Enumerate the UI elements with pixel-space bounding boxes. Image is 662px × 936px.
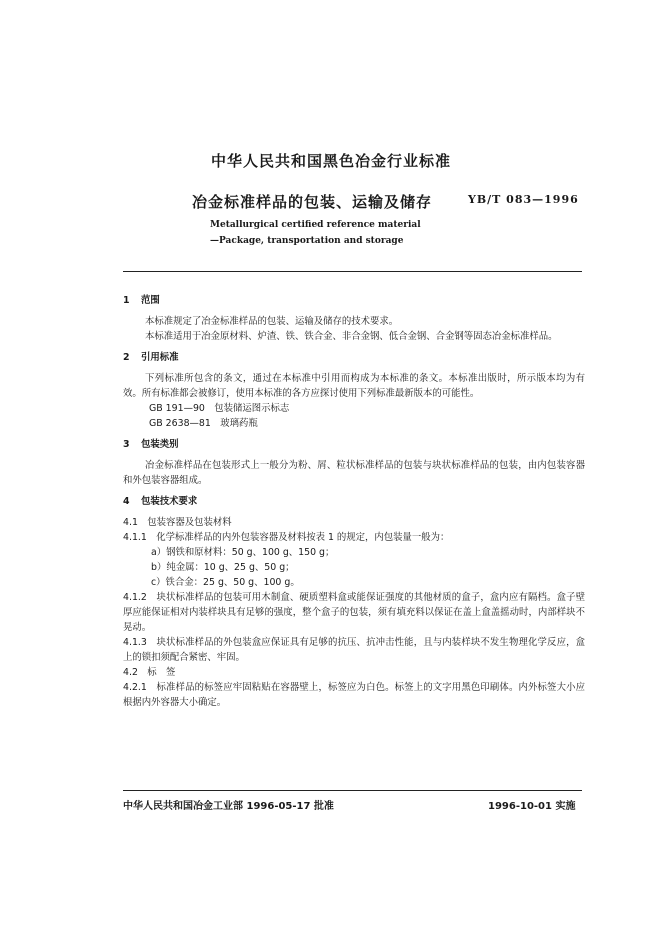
effective-date: 1996-10-01 实施	[488, 801, 576, 812]
clause-4-1-1-b: b）纯金属：10 g、25 g、50 g；	[151, 562, 295, 573]
clause-4-1-1-a: a）钢铁和原材料：50 g、100 g、150 g；	[151, 547, 335, 558]
section-number: 4	[123, 496, 130, 507]
section-title: 范围	[141, 295, 160, 306]
document-title-chinese: 冶金标准样品的包装、运输及储存	[192, 193, 433, 211]
reference-gb191: GB 191—90 包装储运图示标志	[149, 403, 290, 414]
section-number: 1	[123, 295, 130, 306]
section-1-paragraph-1: 本标准规定了冶金标准样品的包装、运输及储存的技术要求。	[145, 316, 399, 327]
document-title-english-line1: Metallurgical certified reference material	[210, 220, 421, 230]
header-divider	[123, 271, 582, 272]
section-3-paragraph-1: 冶金标准样品在包装形式上一般分为粉、屑、粒状标准样品的包装与块状标准样品的包装，由内包装容器和外包装容器组成。	[123, 460, 585, 486]
clause-4-2-1: 4.2.1 标准样品的标签应牢固粘贴在容器壁上，标签应为白色。标签上的文字用黑色印刷体。内外标签大小应根据内外容器大小确定。	[123, 682, 585, 708]
standard-number: YB/T 083—1996	[468, 193, 579, 206]
section-title: 引用标准	[141, 352, 179, 363]
section-2-heading	[123, 350, 585, 365]
document-title-english-line2: —Package, transportation and storage	[210, 236, 404, 246]
section-title: 包装技术要求	[141, 496, 198, 507]
clause-4-1: 4.1 包装容器及包装材料	[123, 517, 232, 528]
reference-gb2638: GB 2638—81 玻璃药瓶	[149, 418, 258, 429]
section-2-paragraph-1: 下列标准所包含的条文，通过在本标准中引用而构成为本标准的条文。本标准出版时，所示版本均为有效。所有标准都会被修订，使用本标准的各方应探讨使用下列标准最新版本的可能性。	[123, 373, 585, 399]
clause-4-2: 4.2 标 签	[123, 667, 176, 678]
section-title: 包装类别	[141, 439, 179, 450]
clause-4-1-3: 4.1.3 块状标准样品的外包装盒应保证具有足够的抗压、抗冲击性能，且与内装样块不发生物理化学反应，盒上的锁扣须配合紧密、牢固。	[123, 637, 585, 663]
approval-info: 中华人民共和国冶金工业部 1996-05-17 批准	[123, 801, 334, 812]
clause-4-1-1: 4.1.1 化学标准样品的内外包装容器及材料按表 1 的规定，内包装量一般为：	[123, 532, 450, 543]
section-1-paragraph-2: 本标准适用于冶金原材料、炉渣、铁、铁合金、非合金钢、低合金钢、合金钢等固态冶金标准样品。	[145, 331, 558, 342]
section-3-heading	[123, 437, 585, 452]
section-4-heading	[123, 494, 585, 509]
section-number: 2	[123, 352, 130, 363]
clause-4-1-2: 4.1.2 块状标准样品的包装可用木制盒、硬质塑料盒或能保证强度的其他材质的盒子，盒内应有隔档。盒子壁厚应能保证相对内装样块具有足够的强度，整个盒子的包装，须有填充料以保证在盖上盒盖摇动时，内部样块不晃动。	[123, 592, 585, 633]
document-body	[123, 293, 585, 710]
section-1-heading	[123, 293, 585, 308]
footer-divider	[123, 790, 582, 791]
clause-4-1-1-c: c）铁合金：25 g、50 g、100 g。	[151, 577, 300, 588]
section-number: 3	[123, 439, 130, 450]
issuing-organization: 中华人民共和国黑色冶金行业标准	[210, 152, 451, 170]
